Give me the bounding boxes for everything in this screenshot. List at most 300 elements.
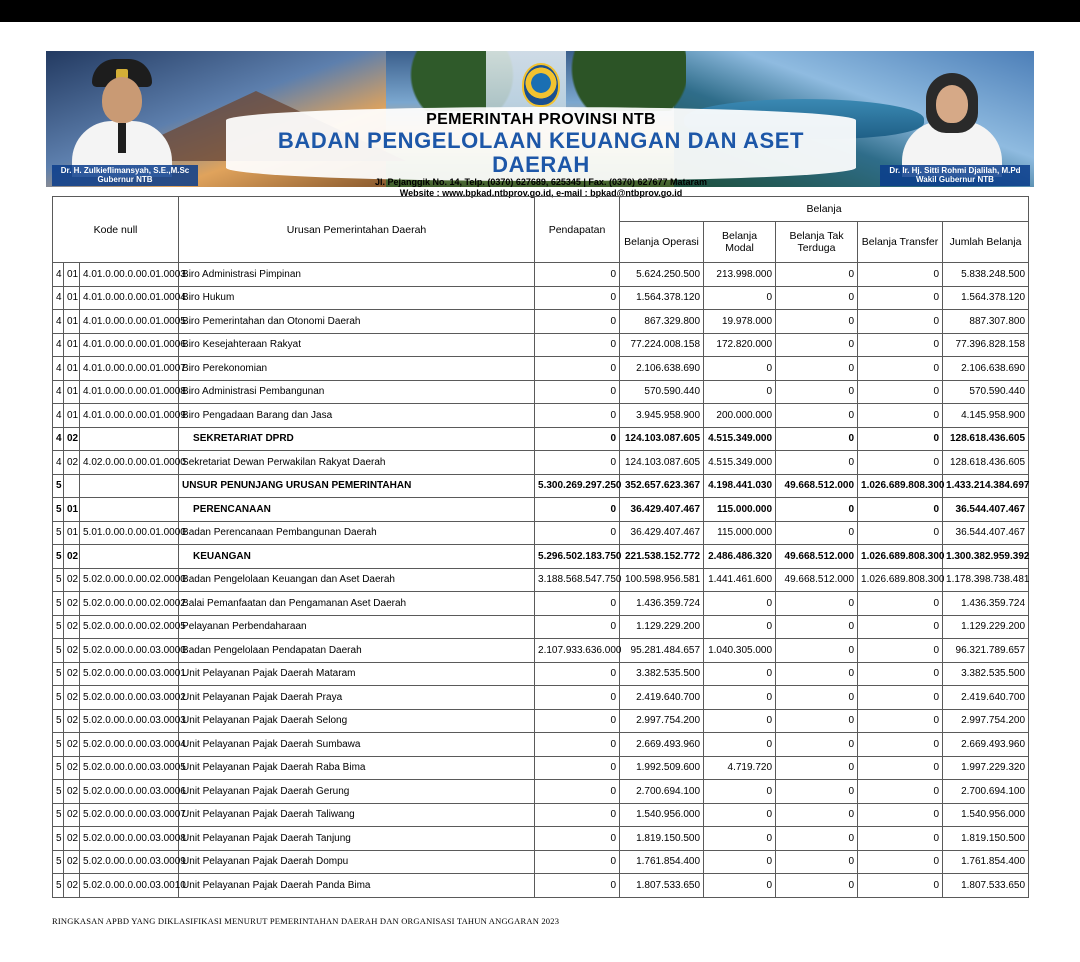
vice-governor-name: Dr. Ir. Hj. Sitti Rohmi Djalilah, M.Pd	[889, 166, 1021, 175]
table-row	[53, 827, 1029, 851]
cell-urusan-name: Pelayanan Perbendaharaan	[179, 615, 535, 639]
cell-kode-unit: 5.02.0.00.0.00.03.0007	[80, 803, 179, 827]
cell-belanja-tak-terduga: 0	[776, 427, 858, 451]
cell-kode-unit: 5.02.0.00.0.00.03.0000	[80, 639, 179, 663]
cell-kode-unit: 5.02.0.00.0.00.02.0005	[80, 615, 179, 639]
cell-kode-bidang: 01	[64, 333, 80, 357]
header-banner	[46, 51, 1034, 198]
cell-pendapatan: 3.188.568.547.750	[535, 568, 620, 592]
cell-belanja-operasi: 77.224.008.158	[620, 333, 704, 357]
cell-belanja-transfer: 0	[858, 357, 943, 381]
cell-kode-unit: 4.01.0.00.0.00.01.0004	[80, 286, 179, 310]
cell-belanja-modal: 1.040.305.000	[704, 639, 776, 663]
cell-kode-urusan: 5	[53, 686, 64, 710]
cell-kode-urusan: 5	[53, 662, 64, 686]
cell-urusan-name: PERENCANAAN	[179, 498, 535, 522]
cell-belanja-tak-terduga: 0	[776, 451, 858, 475]
cell-belanja-tak-terduga: 0	[776, 639, 858, 663]
cell-pendapatan: 5.296.502.183.750	[535, 545, 620, 569]
cell-jumlah-belanja: 1.540.956.000	[943, 803, 1029, 827]
cell-belanja-tak-terduga: 0	[776, 380, 858, 404]
cell-pendapatan: 0	[535, 498, 620, 522]
cell-belanja-transfer: 0	[858, 615, 943, 639]
cell-urusan-name: Unit Pelayanan Pajak Daerah Sumbawa	[179, 733, 535, 757]
cell-kode-bidang: 02	[64, 780, 80, 804]
cell-belanja-modal: 0	[704, 286, 776, 310]
cell-kode-unit: 5.02.0.00.0.00.03.0004	[80, 733, 179, 757]
gov-title: PEMERINTAH PROVINSI NTB	[426, 111, 656, 128]
cell-belanja-modal: 2.486.486.320	[704, 545, 776, 569]
cell-kode-urusan: 5	[53, 568, 64, 592]
cell-jumlah-belanja: 2.419.640.700	[943, 686, 1029, 710]
cell-kode-unit: 5.02.0.00.0.00.03.0003	[80, 709, 179, 733]
cell-belanja-tak-terduga: 0	[776, 780, 858, 804]
table-row	[53, 709, 1029, 733]
header-belanja-modal: Belanja Modal	[704, 222, 776, 263]
header-belanja-tak-terduga: Belanja Tak Terduga	[776, 222, 858, 263]
cell-pendapatan: 0	[535, 427, 620, 451]
cell-urusan-name: Unit Pelayanan Pajak Daerah Raba Bima	[179, 756, 535, 780]
cell-jumlah-belanja: 1.178.398.738.481	[943, 568, 1029, 592]
cell-kode-urusan: 5	[53, 733, 64, 757]
cell-pendapatan: 0	[535, 380, 620, 404]
cell-kode-unit	[80, 427, 179, 451]
cell-kode-urusan: 4	[53, 404, 64, 428]
cell-belanja-operasi: 1.992.509.600	[620, 756, 704, 780]
cell-belanja-modal: 172.820.000	[704, 333, 776, 357]
cell-belanja-modal: 115.000.000	[704, 521, 776, 545]
cell-belanja-modal: 115.000.000	[704, 498, 776, 522]
cell-belanja-operasi: 2.106.638.690	[620, 357, 704, 381]
cell-jumlah-belanja: 3.382.535.500	[943, 662, 1029, 686]
cell-belanja-modal: 0	[704, 850, 776, 874]
cell-urusan-name: Unit Pelayanan Pajak Daerah Panda Bima	[179, 874, 535, 898]
cell-pendapatan: 5.300.269.297.250	[535, 474, 620, 498]
cell-kode-bidang: 01	[64, 498, 80, 522]
cell-urusan-name: Biro Administrasi Pimpinan	[179, 263, 535, 287]
table-row	[53, 662, 1029, 686]
cell-belanja-transfer: 0	[858, 427, 943, 451]
cell-belanja-transfer: 0	[858, 733, 943, 757]
cell-pendapatan: 0	[535, 404, 620, 428]
cell-urusan-name: Unit Pelayanan Pajak Daerah Praya	[179, 686, 535, 710]
cell-kode-bidang: 02	[64, 639, 80, 663]
cell-pendapatan: 0	[535, 333, 620, 357]
header-jumlah-belanja: Jumlah Belanja	[943, 222, 1029, 263]
cell-belanja-transfer: 0	[858, 686, 943, 710]
cell-belanja-operasi: 2.700.694.100	[620, 780, 704, 804]
cell-jumlah-belanja: 36.544.407.467	[943, 521, 1029, 545]
cell-kode-bidang: 02	[64, 427, 80, 451]
cell-belanja-modal: 0	[704, 380, 776, 404]
cell-jumlah-belanja: 1.807.533.650	[943, 874, 1029, 898]
table-row	[53, 286, 1029, 310]
cell-jumlah-belanja: 1.436.359.724	[943, 592, 1029, 616]
cell-belanja-modal: 0	[704, 874, 776, 898]
cell-belanja-operasi: 1.761.854.400	[620, 850, 704, 874]
governor-photo	[66, 59, 176, 175]
cell-jumlah-belanja: 2.669.493.960	[943, 733, 1029, 757]
cell-kode-urusan: 5	[53, 592, 64, 616]
cell-urusan-name: Badan Pengelolaan Keuangan dan Aset Daerah	[179, 568, 535, 592]
cell-belanja-tak-terduga: 0	[776, 592, 858, 616]
agency-title: BADAN PENGELOLAAN KEUANGAN DAN ASET DAERAH	[277, 128, 805, 177]
cell-kode-bidang: 02	[64, 827, 80, 851]
cell-kode-bidang: 02	[64, 451, 80, 475]
cell-kode-unit: 4.02.0.00.0.00.01.0000	[80, 451, 179, 475]
cell-kode-unit: 5.02.0.00.0.00.03.0002	[80, 686, 179, 710]
cell-belanja-transfer: 0	[858, 639, 943, 663]
table-row	[53, 404, 1029, 428]
table-row	[53, 803, 1029, 827]
cell-jumlah-belanja: 2.106.638.690	[943, 357, 1029, 381]
vice-governor-role: Wakil Gubernur NTB	[916, 175, 994, 184]
cell-urusan-name: SEKRETARIAT DPRD	[179, 427, 535, 451]
cell-belanja-tak-terduga: 0	[776, 709, 858, 733]
cell-urusan-name: KEUANGAN	[179, 545, 535, 569]
cell-belanja-operasi: 124.103.087.605	[620, 451, 704, 475]
cell-belanja-transfer: 0	[858, 286, 943, 310]
cell-jumlah-belanja: 1.819.150.500	[943, 827, 1029, 851]
cell-jumlah-belanja: 2.997.754.200	[943, 709, 1029, 733]
table-row	[53, 310, 1029, 334]
cell-pendapatan: 0	[535, 615, 620, 639]
cell-urusan-name: Biro Hukum	[179, 286, 535, 310]
cell-jumlah-belanja: 1.997.229.320	[943, 756, 1029, 780]
cell-pendapatan: 0	[535, 803, 620, 827]
cell-urusan-name: Balai Pemanfaatan dan Pengamanan Aset Daerah	[179, 592, 535, 616]
cell-belanja-modal: 0	[704, 803, 776, 827]
cell-kode-urusan: 5	[53, 780, 64, 804]
cell-jumlah-belanja: 1.761.854.400	[943, 850, 1029, 874]
cell-kode-urusan: 4	[53, 451, 64, 475]
cell-kode-unit: 5.02.0.00.0.00.02.0002	[80, 592, 179, 616]
cell-kode-urusan: 4	[53, 286, 64, 310]
cell-belanja-tak-terduga: 0	[776, 333, 858, 357]
cell-pendapatan: 0	[535, 709, 620, 733]
cell-jumlah-belanja: 887.307.800	[943, 310, 1029, 334]
cell-pendapatan: 0	[535, 286, 620, 310]
cell-belanja-operasi: 352.657.623.367	[620, 474, 704, 498]
cell-belanja-transfer: 0	[858, 592, 943, 616]
cell-kode-unit: 4.01.0.00.0.00.01.0008	[80, 380, 179, 404]
cell-belanja-operasi: 1.819.150.500	[620, 827, 704, 851]
cell-kode-urusan: 4	[53, 333, 64, 357]
cell-kode-urusan: 5	[53, 827, 64, 851]
cell-kode-urusan: 4	[53, 427, 64, 451]
header-urusan: Urusan Pemerintahan Daerah	[179, 197, 535, 263]
cell-kode-unit	[80, 498, 179, 522]
cell-kode-bidang: 02	[64, 733, 80, 757]
cell-kode-bidang	[64, 474, 80, 498]
cell-belanja-tak-terduga: 0	[776, 498, 858, 522]
cell-belanja-operasi: 570.590.440	[620, 380, 704, 404]
table-row	[53, 545, 1029, 569]
cell-pendapatan: 0	[535, 357, 620, 381]
header-belanja-operasi: Belanja Operasi	[620, 222, 704, 263]
cell-pendapatan: 2.107.933.636.000	[535, 639, 620, 663]
cell-belanja-modal: 0	[704, 615, 776, 639]
cell-kode-unit: 5.01.0.00.0.00.01.0000	[80, 521, 179, 545]
cell-pendapatan: 0	[535, 874, 620, 898]
table-row	[53, 357, 1029, 381]
cell-pendapatan: 0	[535, 827, 620, 851]
cell-jumlah-belanja: 96.321.789.657	[943, 639, 1029, 663]
cell-belanja-transfer: 0	[858, 404, 943, 428]
cell-belanja-modal: 0	[704, 686, 776, 710]
cell-jumlah-belanja: 1.433.214.384.697	[943, 474, 1029, 498]
governor-role: Gubernur NTB	[97, 175, 153, 184]
cell-belanja-operasi: 3.945.958.900	[620, 404, 704, 428]
cell-belanja-operasi: 100.598.956.581	[620, 568, 704, 592]
cell-belanja-modal: 19.978.000	[704, 310, 776, 334]
cell-belanja-tak-terduga: 0	[776, 874, 858, 898]
table-body	[53, 263, 1029, 898]
cell-belanja-modal: 4.515.349.000	[704, 451, 776, 475]
cell-kode-bidang: 01	[64, 286, 80, 310]
cell-kode-unit: 4.01.0.00.0.00.01.0003	[80, 263, 179, 287]
cell-kode-urusan: 5	[53, 756, 64, 780]
cell-belanja-tak-terduga: 0	[776, 263, 858, 287]
cell-jumlah-belanja: 570.590.440	[943, 380, 1029, 404]
cell-belanja-modal: 0	[704, 733, 776, 757]
cell-belanja-modal: 213.998.000	[704, 263, 776, 287]
header-kode: Kode null	[53, 197, 179, 263]
cell-belanja-operasi: 1.807.533.650	[620, 874, 704, 898]
cell-belanja-modal: 4.719.720	[704, 756, 776, 780]
table-row	[53, 263, 1029, 287]
cell-kode-bidang: 02	[64, 803, 80, 827]
cell-belanja-operasi: 5.624.250.500	[620, 263, 704, 287]
cell-belanja-operasi: 1.129.229.200	[620, 615, 704, 639]
cell-pendapatan: 0	[535, 521, 620, 545]
cell-pendapatan: 0	[535, 780, 620, 804]
cell-kode-urusan: 4	[53, 380, 64, 404]
cell-urusan-name: Badan Perencanaan Pembangunan Daerah	[179, 521, 535, 545]
header-belanja: Belanja	[620, 197, 1029, 222]
cell-belanja-tak-terduga: 0	[776, 803, 858, 827]
cell-kode-urusan: 4	[53, 263, 64, 287]
cell-urusan-name: Biro Perekonomian	[179, 357, 535, 381]
cell-jumlah-belanja: 4.145.958.900	[943, 404, 1029, 428]
cell-jumlah-belanja: 1.564.378.120	[943, 286, 1029, 310]
cell-urusan-name: Unit Pelayanan Pajak Daerah Selong	[179, 709, 535, 733]
cell-kode-bidang: 02	[64, 662, 80, 686]
cell-belanja-transfer: 0	[858, 709, 943, 733]
cell-kode-unit: 5.02.0.00.0.00.03.0001	[80, 662, 179, 686]
cell-kode-bidang: 01	[64, 357, 80, 381]
cell-kode-unit: 4.01.0.00.0.00.01.0005	[80, 310, 179, 334]
cell-belanja-transfer: 0	[858, 333, 943, 357]
agency-address: Jl. Pejanggik No. 14, Telp. (0370) 627689, 625345 | Fax. (0370) 627677 Mataram	[374, 177, 708, 187]
cell-belanja-transfer: 0	[858, 780, 943, 804]
cell-belanja-transfer: 1.026.689.808.300	[858, 545, 943, 569]
table-row	[53, 874, 1029, 898]
cell-kode-bidang: 02	[64, 592, 80, 616]
cell-jumlah-belanja: 1.300.382.959.392	[943, 545, 1029, 569]
governor-name: Dr. H. Zulkieflimansyah, S.E.,M.Sc	[60, 166, 190, 175]
cell-belanja-operasi: 3.382.535.500	[620, 662, 704, 686]
cell-belanja-transfer: 1.026.689.808.300	[858, 474, 943, 498]
ntb-emblem-icon	[522, 63, 560, 107]
cell-belanja-modal: 0	[704, 827, 776, 851]
cell-kode-urusan: 5	[53, 521, 64, 545]
cell-belanja-transfer: 0	[858, 874, 943, 898]
cell-kode-urusan: 5	[53, 709, 64, 733]
cell-belanja-operasi: 95.281.484.657	[620, 639, 704, 663]
cell-belanja-modal: 0	[704, 709, 776, 733]
cell-belanja-modal: 4.198.441.030	[704, 474, 776, 498]
cell-belanja-modal: 200.000.000	[704, 404, 776, 428]
cell-belanja-modal: 0	[704, 592, 776, 616]
cell-belanja-transfer: 0	[858, 803, 943, 827]
cell-jumlah-belanja: 2.700.694.100	[943, 780, 1029, 804]
cell-belanja-tak-terduga: 0	[776, 521, 858, 545]
cell-kode-urusan: 5	[53, 498, 64, 522]
cell-belanja-transfer: 0	[858, 451, 943, 475]
cell-belanja-operasi: 1.564.378.120	[620, 286, 704, 310]
cell-belanja-tak-terduga: 0	[776, 310, 858, 334]
cell-belanja-operasi: 124.103.087.605	[620, 427, 704, 451]
cell-kode-bidang: 02	[64, 545, 80, 569]
cell-urusan-name: Unit Pelayanan Pajak Daerah Dompu	[179, 850, 535, 874]
cell-belanja-transfer: 0	[858, 521, 943, 545]
cell-urusan-name: Unit Pelayanan Pajak Daerah Taliwang	[179, 803, 535, 827]
table-row	[53, 427, 1029, 451]
cell-belanja-modal: 0	[704, 780, 776, 804]
cell-kode-urusan: 5	[53, 474, 64, 498]
cell-belanja-tak-terduga: 49.668.512.000	[776, 568, 858, 592]
cell-jumlah-belanja: 128.618.436.605	[943, 427, 1029, 451]
cell-belanja-transfer: 0	[858, 756, 943, 780]
cell-belanja-operasi: 1.436.359.724	[620, 592, 704, 616]
cell-jumlah-belanja: 77.396.828.158	[943, 333, 1029, 357]
table-row	[53, 686, 1029, 710]
cell-kode-urusan: 5	[53, 615, 64, 639]
cell-kode-unit	[80, 474, 179, 498]
cell-kode-bidang: 01	[64, 263, 80, 287]
cell-kode-unit: 4.01.0.00.0.00.01.0006	[80, 333, 179, 357]
cell-belanja-operasi: 1.540.956.000	[620, 803, 704, 827]
cell-kode-bidang: 02	[64, 615, 80, 639]
cell-pendapatan: 0	[535, 263, 620, 287]
governor-caption	[52, 165, 198, 186]
cell-belanja-transfer: 0	[858, 662, 943, 686]
cell-kode-bidang: 01	[64, 310, 80, 334]
cell-kode-bidang: 02	[64, 686, 80, 710]
cell-belanja-transfer: 0	[858, 827, 943, 851]
cell-urusan-name: Sekretariat Dewan Perwakilan Rakyat Daerah	[179, 451, 535, 475]
cell-pendapatan: 0	[535, 662, 620, 686]
cell-jumlah-belanja: 128.618.436.605	[943, 451, 1029, 475]
cell-belanja-operasi: 2.419.640.700	[620, 686, 704, 710]
cell-kode-unit: 4.01.0.00.0.00.01.0009	[80, 404, 179, 428]
cell-kode-urusan: 5	[53, 803, 64, 827]
table-row	[53, 592, 1029, 616]
cell-kode-unit: 5.02.0.00.0.00.03.0005	[80, 756, 179, 780]
cell-urusan-name: Biro Administrasi Pembangunan	[179, 380, 535, 404]
table-row	[53, 639, 1029, 663]
cell-kode-urusan: 4	[53, 310, 64, 334]
table-row	[53, 568, 1029, 592]
cell-belanja-tak-terduga: 0	[776, 286, 858, 310]
cell-kode-unit: 5.02.0.00.0.00.03.0010	[80, 874, 179, 898]
cell-belanja-transfer: 0	[858, 850, 943, 874]
cell-belanja-transfer: 1.026.689.808.300	[858, 568, 943, 592]
cell-urusan-name: Unit Pelayanan Pajak Daerah Gerung	[179, 780, 535, 804]
cell-kode-urusan: 5	[53, 639, 64, 663]
cell-belanja-tak-terduga: 0	[776, 850, 858, 874]
cell-belanja-tak-terduga: 0	[776, 615, 858, 639]
cell-kode-unit: 4.01.0.00.0.00.01.0007	[80, 357, 179, 381]
cell-kode-unit: 5.02.0.00.0.00.02.0000	[80, 568, 179, 592]
cell-belanja-transfer: 0	[858, 498, 943, 522]
cell-jumlah-belanja: 36.544.407.467	[943, 498, 1029, 522]
cell-kode-unit	[80, 545, 179, 569]
cell-belanja-operasi: 36.429.407.467	[620, 498, 704, 522]
cell-kode-bidang: 02	[64, 756, 80, 780]
cell-pendapatan: 0	[535, 592, 620, 616]
cell-belanja-tak-terduga: 0	[776, 662, 858, 686]
cell-pendapatan: 0	[535, 686, 620, 710]
cell-kode-unit: 5.02.0.00.0.00.03.0008	[80, 827, 179, 851]
cell-pendapatan: 0	[535, 756, 620, 780]
header-pendapatan: Pendapatan	[535, 197, 620, 263]
table-row	[53, 451, 1029, 475]
cell-urusan-name: Biro Pemerintahan dan Otonomi Daerah	[179, 310, 535, 334]
cell-belanja-modal: 0	[704, 357, 776, 381]
cell-belanja-tak-terduga: 49.668.512.000	[776, 545, 858, 569]
cell-belanja-tak-terduga: 0	[776, 756, 858, 780]
cell-belanja-transfer: 0	[858, 263, 943, 287]
cell-urusan-name: Biro Pengadaan Barang dan Jasa	[179, 404, 535, 428]
cell-belanja-tak-terduga: 0	[776, 686, 858, 710]
cell-belanja-transfer: 0	[858, 310, 943, 334]
table-row	[53, 474, 1029, 498]
cell-kode-urusan: 5	[53, 850, 64, 874]
vice-governor-photo	[896, 59, 1006, 175]
cell-belanja-operasi: 2.669.493.960	[620, 733, 704, 757]
cell-kode-bidang: 02	[64, 874, 80, 898]
cell-belanja-operasi: 2.997.754.200	[620, 709, 704, 733]
table-row	[53, 380, 1029, 404]
header-belanja-transfer: Belanja Transfer	[858, 222, 943, 263]
cell-kode-bidang: 02	[64, 850, 80, 874]
cell-jumlah-belanja: 1.129.229.200	[943, 615, 1029, 639]
cell-kode-bidang: 02	[64, 709, 80, 733]
cell-urusan-name: UNSUR PENUNJANG URUSAN PEMERINTAHAN	[179, 474, 535, 498]
cell-belanja-tak-terduga: 0	[776, 404, 858, 428]
cell-belanja-operasi: 36.429.407.467	[620, 521, 704, 545]
agency-contact: Website : www.bpkad.ntbprov.go.id, e-mail : bpkad@ntbprov.go.id	[399, 188, 683, 198]
cell-pendapatan: 0	[535, 850, 620, 874]
vice-governor-caption	[880, 165, 1030, 186]
table-row	[53, 733, 1029, 757]
cell-belanja-operasi: 867.329.800	[620, 310, 704, 334]
cell-jumlah-belanja: 5.838.248.500	[943, 263, 1029, 287]
cell-kode-bidang: 01	[64, 380, 80, 404]
cell-belanja-transfer: 0	[858, 380, 943, 404]
table-row	[53, 850, 1029, 874]
cell-belanja-modal: 4.515.349.000	[704, 427, 776, 451]
table-row	[53, 521, 1029, 545]
cell-kode-unit: 5.02.0.00.0.00.03.0009	[80, 850, 179, 874]
table-row	[53, 333, 1029, 357]
cell-kode-unit: 5.02.0.00.0.00.03.0006	[80, 780, 179, 804]
cell-belanja-tak-terduga: 0	[776, 357, 858, 381]
table-row	[53, 498, 1029, 522]
header-title-box	[226, 107, 856, 198]
